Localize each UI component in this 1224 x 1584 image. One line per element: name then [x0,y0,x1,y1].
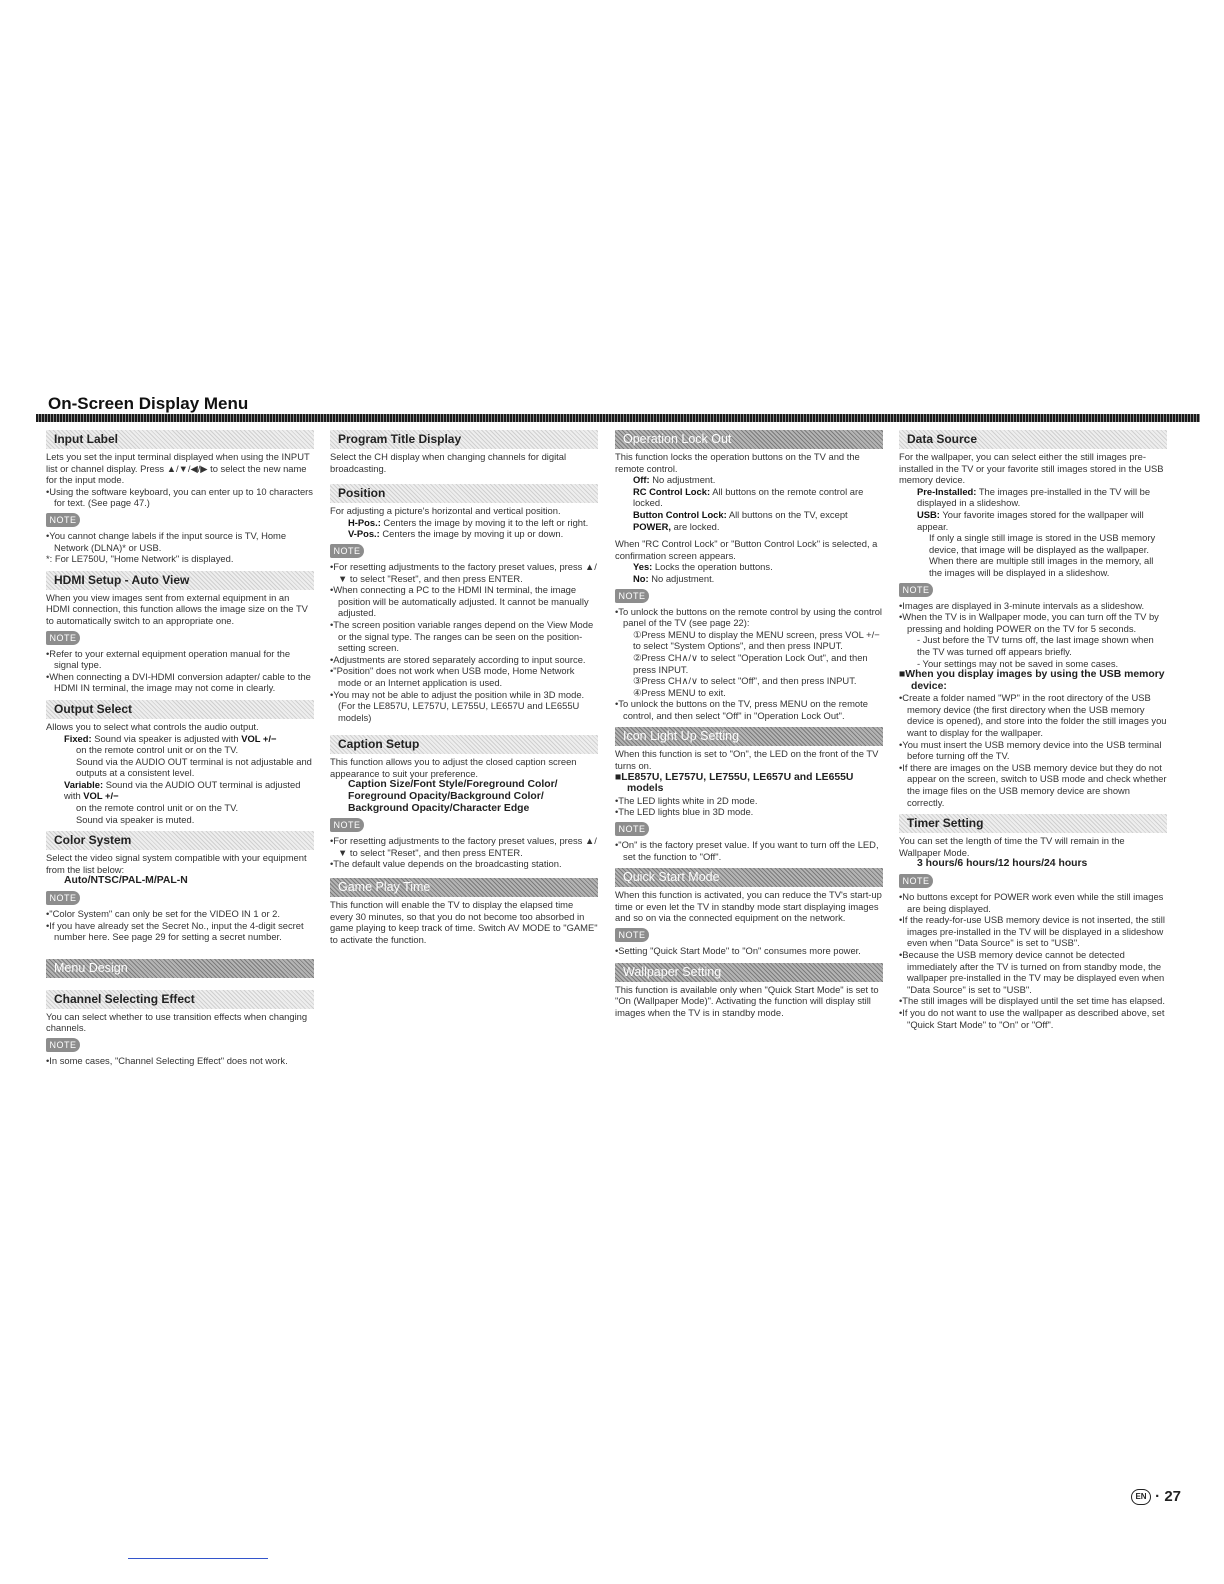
note-item: • The default value depends on the broadcasting station. [330,858,598,870]
note-item: • Images are displayed in 3-minute intervals as a slideshow. [899,600,1167,612]
note-badge: NOTE [46,1038,80,1052]
note-item: • When connecting a PC to the HDMI IN terminal, the image position will be automatically adjusted. It cannot be manually adjusted. [330,584,598,619]
position-text: For adjusting a picture's horizontal and vertical position. [330,505,561,517]
section-header-input-label: Input Label [46,430,314,449]
output-variable-detail: on the remote control unit or on the TV. [76,802,239,814]
section-header-quick-start: Quick Start Mode [615,868,883,887]
data-usb-detail: If only a single still image is stored in the USB memory device, that image will be displayed as the wallpaper. When there are multiple still images in the memory, all the images will be displayed in a slideshow. [929,532,1156,578]
data-pre-installed: Pre-Installed: The images pre-installed in the TV will be displayed in a slideshow. [917,485,1151,509]
footer-rule [128,1558,268,1559]
program-text: Select the CH display when changing channels for digital broadcasting. [330,451,567,474]
section-header-data-source: Data Source [899,430,1167,449]
timer-text: You can set the length of time the TV will remain in the Wallpaper Mode. [899,835,1125,858]
note-badge: NOTE [615,928,649,942]
section-header-wallpaper: Wallpaper Setting [615,963,883,982]
usb-subheading: ■ When you display images by using the USB memory device: [899,669,1167,692]
note-item: • No buttons except for POWER work even while the still images are being displayed. [899,891,1167,914]
note-item: - Just before the TV turns off, the last image shown when the TV was turned off appears briefly. [917,634,1154,657]
note-item: • For resetting adjustments to the factory preset values, press ▲/▼ to select "Reset", and then press ENTER. [330,835,598,858]
page-number-sep: · [1155,1488,1161,1505]
color-text: Select the video signal system compatible with your equipment from the list below: [46,852,307,875]
lock-text: This function locks the operation buttons on the TV and the remote control. [615,451,860,474]
page-number-value: 27 [1164,1488,1182,1505]
note-item: • Adjustments are stored separately according to input source. [330,654,598,666]
position-hpos: H-Pos.: Centers the image by moving it to the left or right. [348,516,589,528]
section-header-color-system: Color System [46,831,314,850]
icon-bullet: • The LED lights white in 2D mode. [615,795,883,807]
column-3 [615,430,883,1018]
lock-yes: Yes: Locks the operation buttons. [633,561,773,573]
note-item: • If you do not want to use the wallpaper as described above, set "Quick Start Mode" to "On" or "Off". [899,1007,1167,1030]
section-header-timer-setting: Timer Setting [899,814,1167,833]
note-item: • Refer to your external equipment operation manual for the signal type. [46,648,314,671]
note-item: • To unlock the buttons on the remote control by using the control panel of the TV (see page 22): [615,606,883,629]
icon-bullet: • The LED lights blue in 3D mode. [615,806,883,818]
note-item: • You may not be able to adjust the position while in 3D mode. (For the LE857U, LE757U, LE755U, LE657U and LE655U models) [330,689,598,724]
section-header-menu-design: Menu Design [46,959,314,978]
lock-step-3: ③Press CH∧/∨ to select "Off", and then press INPUT. [633,675,857,687]
column-2 [330,430,598,945]
note-item: • Because the USB memory device cannot be detected immediately after the TV is turned on from standby mode, the wallpaper pre-installed in the TV may be displayed even when "Data Source" is set to "USB". [899,949,1167,995]
timer-options: 3 hours/6 hours/12 hours/24 hours [917,858,1088,870]
column-1 [46,430,314,1067]
note-badge: NOTE [46,631,80,645]
page-title: On-Screen Display Menu [48,394,249,413]
page-number [1131,1488,1181,1505]
note-badge: NOTE [615,822,649,836]
wallpaper-text: This function is available only when "Quick Start Mode" is set to "On (Wallpaper Mode)". Activating the function will display still images when the TV is in standby mode. [615,983,879,1018]
note-item: • "Position" does not work when USB mode, Home Network mode or an Internet application is used. [330,665,598,688]
usb-bullet: • If there are images on the USB memory device but they do not appear on the screen, switch to USB mode and check whether the image files on the USB memory device are shown correctly. [899,762,1167,808]
data-text: For the wallpaper, you can select either the still images pre-installed in the TV or your favorite still images stored in the USB memory device. [899,451,1164,486]
game-text: This function will enable the TV to display the elapsed time every 30 minutes, so that you do not become too absorbed in game playing to keep track of time. Switch AV MODE to "GAME" to activate the function. [330,899,598,945]
note-badge: NOTE [899,874,933,888]
position-vpos: V-Pos.: Centers the image by moving it up or down. [348,528,564,540]
note-badge: NOTE [46,891,80,905]
lock-off: Off: No adjustment. [633,474,716,486]
color-options: Auto/NTSC/PAL-M/PAL-N [64,875,188,887]
section-header-operation-lock: Operation Lock Out [615,430,883,449]
note-badge: NOTE [330,544,364,558]
note-item: • The still images will be displayed until the set time has elapsed. [899,995,1167,1007]
section-header-program-title: Program Title Display [330,430,598,449]
section-header-channel-effect: Channel Selecting Effect [46,990,314,1009]
note-item: • When connecting a DVI-HDMI conversion adapter/ cable to the HDMI IN terminal, the image may not come in clearly. [46,671,314,694]
lock-no: No: No adjustment. [633,572,715,584]
hdmi-text: When you view images sent from external equipment in an HDMI connection, this function allows the image size on the TV to automatically switch to an appropriate one. [46,591,308,626]
section-header-hdmi-setup: HDMI Setup - Auto View [46,571,314,590]
channel-text: You can select whether to use transition effects when changing channels. [46,1010,308,1034]
lock-step-1: ①Press MENU to display the MENU screen, press VOL +/− to select "System Options", and then press INPUT. [633,628,880,652]
lock-text-2: When "RC Control Lock" or "Button Control Lock" is selected, a confirmation screen appears. [615,538,878,561]
note-badge: NOTE [899,583,933,597]
output-fixed: Fixed: Sound via speaker is adjusted with VOL +/− [64,732,277,744]
input-label-text: Lets you set the input terminal displayed when using the INPUT list or channel display. Press ▲/▼/◀/▶ to select the new name for the input mode. [46,451,310,486]
note-item: • For resetting adjustments to the factory preset values, press ▲/▼ to select "Reset", and then press ENTER. [330,561,598,584]
data-usb: USB: Your favorite images stored for the wallpaper will appear. [917,508,1144,532]
column-4 [899,430,1167,1030]
output-variable: Variable: Sound via the AUDIO OUT terminal is adjusted with VOL +/− [64,778,301,802]
output-fixed-detail: Sound via the AUDIO OUT terminal is not adjustable and outputs at a consistent level. [76,755,312,779]
section-header-icon-light: Icon Light Up Setting [615,727,883,746]
note-item: • If the ready-for-use USB memory device is not inserted, the still images pre-installed in the TV will be displayed in a slideshow even when "Data Source" is set to "USB". [899,914,1167,949]
lock-step-2: ②Press CH∧/∨ to select "Operation Lock Out", and then press INPUT. [633,651,868,675]
note-item: • If you have already set the Secret No., input the 4-digit secret number here. See page 29 for setting a secret number. [46,920,314,943]
note-item: • To unlock the buttons on the TV, press MENU on the remote control, and then select "Off" in "Operation Lock Out". [615,698,883,721]
note-item: - Your settings may not be saved in some cases. [917,657,1119,669]
note-item: • Setting "Quick Start Mode" to "On" consumes more power. [615,945,883,957]
icon-text: When this function is set to "On", the LED on the front of the TV turns on. [615,748,879,772]
note-item: • When the TV is in Wallpaper mode, you can turn off the TV by pressing and holding POWER on the TV for 5 seconds. [899,611,1167,634]
note-item: • "Color System" can only be set for the VIDEO IN 1 or 2. [46,908,314,920]
lock-rc: RC Control Lock: All buttons on the remote control are locked. [633,485,864,509]
quick-text: When this function is activated, you can reduce the TV's start-up time or even let the TV in standby mode start displaying images and so on via the connected equipment on the network. [615,889,882,924]
section-header-position: Position [330,484,598,503]
section-header-output-select: Output Select [46,700,314,719]
output-text: Allows you to select what controls the audio output. [46,720,259,732]
language-badge: EN [1131,1489,1151,1505]
note-badge: NOTE [330,818,364,832]
note-item: • The screen position variable ranges depend on the View Mode or the signal type. The ranges can be seen on the position-setting screen. [330,619,598,654]
output-fixed-detail: on the remote control unit or on the TV. [76,744,239,756]
note-badge: NOTE [615,589,649,603]
note-item: • You cannot change labels if the input source is TV, Home Network (DLNA)* or USB. [46,530,314,553]
output-variable-detail: Sound via speaker is muted. [76,813,195,825]
usb-bullet: • Create a folder named "WP" in the root directory of the USB memory device (the first directory when the USB memory device is opened), and store into the folder the still images you want to display for the wallpaper. [899,692,1167,738]
note-item: • "On" is the factory preset value. If you want to turn off the LED, set the function to "Off". [615,839,883,862]
caption-items: Caption Size/Font Style/Foreground Color/ Foreground Opacity/Background Color/ Background Opacity/Character Edge [348,779,558,814]
note-item: • In some cases, "Channel Selecting Effect" does not work. [46,1055,314,1067]
section-header-game-play-time: Game Play Time [330,878,598,897]
note-item: *: For LE750U, "Home Network" is displayed. [46,553,234,565]
icon-models: ■ LE857U, LE757U, LE755U, LE657U and LE655U models [615,772,883,795]
lock-step-4: ④Press MENU to exit. [633,686,726,698]
caption-text: This function allows you to adjust the closed caption screen appearance to suit your preference. [330,756,577,779]
usb-bullet: • You must insert the USB memory device into the USB terminal before turning off the TV. [899,739,1167,762]
lock-button: Button Control Lock: All buttons on the TV, except POWER, are locked. [633,508,848,532]
input-label-bullet: • Using the software keyboard, you can enter up to 10 characters for text. (See page 47.) [46,486,314,509]
section-header-caption-setup: Caption Setup [330,735,598,754]
note-badge: NOTE [46,513,80,527]
title-rule [36,414,1200,422]
